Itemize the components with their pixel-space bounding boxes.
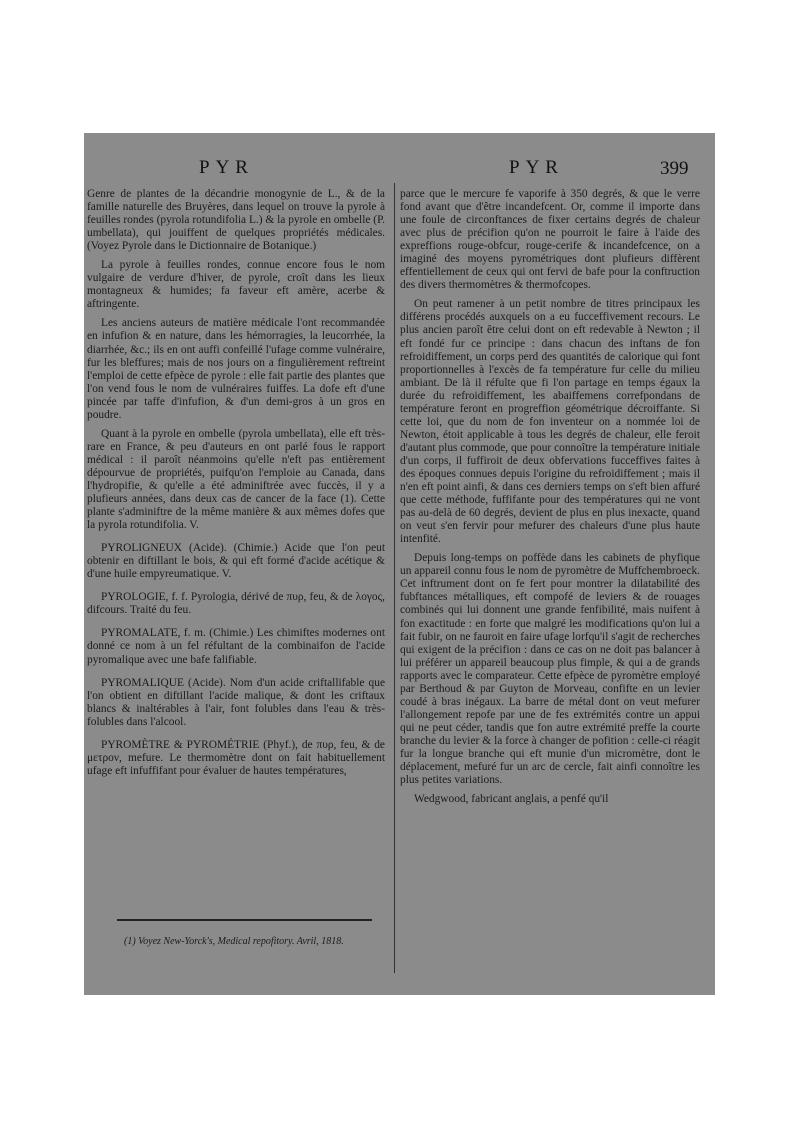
paragraph: Depuis long-temps on poffède dans les cabinets de phyfique un appareil connu fous le nom de pyromètre de Muffchembroeck. Cet inftrument dont on fe fert pour montrer la dilatabilité des fubftances métalliques, eft compofé de leviers & de rouages combinés qui lui donnent une grande fenfibilité, mais nuifent à fon exactitude : en forte que malgré les modifications qu'on lui a fait fubir, on ne fauroit en faire ufage lorfqu'il s'agit de recherches qui exigent de la précifion : dans ce cas on ne doit pas balancer à lui préférer un appareil beaucoup plus fimple, & qui a de grands rapports avec le comparateur. Cette efpèce de pyromètre employé par Berthoud & par Guyton de Morveau, confifte en un levier coudé à bras inégaux. La barre de métal dont on veut mefurer l'allongement repofe par une de fes extrémités contre un appui qui ne peut céder, tandis que fon autre extrémité preffe la courte branche du levier & la force à changer de pofition : celle-ci réagit fur la longue branche qui eft munie d'un micromètre, dont le déplacement, mefuré fur un arc de cercle, fait ainfi connoître les plus petites variations.: [400, 552, 700, 787]
paragraph: Les anciens auteurs de matière médicale l'ont recommandée en infufion & en nature, dans les hémorragies, la leucorrhée, la diarrhée, &c.; ils en ont auffi confeillé l'ufage comme vulnéraire, fur les bleffures; mais de nos jours on a fingulièrement reftreint l'emploi de cette efpèce de pyrole : elle fait partie des plantes que l'on vend fous le nom de vulnéraires fuiffes. La dofe eft d'une pincée par taffe d'infufion, & d'un demi-gros à un gros en poudre.: [87, 317, 385, 421]
column-divider: [394, 183, 395, 973]
dictionary-entry: PYROMALATE, f. m. (Chimie.) Les chimiftes modernes ont donné ce nom à un fel réfultant de la combinaifon de l'acide pyromalique avec une bafe falifiable.: [87, 627, 385, 666]
paragraph: Genre de plantes de la décandrie monogynie de L., & de la famille naturelle des Bruyères, dans lequel on trouve la pyrole à feuilles rondes (pyrola rotundifolia L.) & la pyrole en ombelle (P. umbellata), qui jouiffent de quelques propriétés médicales. (Voyez Pyrole dans le Dictionnaire de Botanique.): [87, 188, 385, 253]
footnote: (1) Voyez New-Yorck's, Medical repofitory. Avril, 1818.: [124, 936, 344, 947]
paragraph: Wedgwood, fabricant anglais, a penfé qu'il: [414, 793, 609, 806]
dictionary-entry: PYROMÈTRE & PYROMÉTRIE (Phyf.), de πυρ, feu, & de μετρον, mefure. Le thermomètre dont on fait habituellement ufage eft infuffifant pour évaluer de hautes températures,: [87, 738, 385, 777]
dictionary-entry: PYROMALIQUE (Acide). Nom d'un acide criftallifable que l'on obtient en diftillant l'acide malique, & dont les criftaux blancs & inaltérables à l'air, font folubles dans l'eau & très-folubles dans l'alcool.: [87, 676, 385, 728]
page-number: 399: [660, 158, 689, 179]
paragraph: parce que le mercure fe vaporife à 350 degrés, & que le verre fond avant que d'être incandefcent. Or, comme il importe dans une foule de circonftances de fixer certains degrés de chaleur avec plus de précifion qu'on ne pourroit le faire à l'aide des expreffions rouge-obfcur, rouge-cerife & incandefcence, on a imaginé des moyens pyrométriques dont plufieurs diffèrent effentiellement de ceux qui ont fervi de bafe pour la conftruction des divers thermomètres & thermofcopes.: [400, 188, 700, 292]
left-column: [87, 188, 385, 784]
scanned-page: [84, 133, 715, 995]
right-running-head: PYR: [509, 157, 564, 178]
paragraph: On peut ramener à un petit nombre de titres principaux les différens procédés auxquels on a eu fucceffivement recours. Le plus ancien paroît être celui dont on eft redevable à Newton ; il eft fondé fur ce principe : dans chacun des inftans de fon refroidiffement, un corps perd des quantités de calorique qui font proportionnelles à l'excès de fa température fur celle du milieu ambiant. De là il réfulte que fi l'on partage en temps égaux la durée du refroidiffement, les abaiffemens correfpondans de température feront en progreffion géométrique décroiffante. Si cette loi, que du nom de fon inventeur on a nommée loi de Newton, étoit applicable à tous les degrés de chaleur, elle feroit d'autant plus commode, que pour connoître la température initiale d'un corps, il fuffiroit de deux obfervations fucceffives faites à des époques connues depuis l'origine du refroidiffement ; mais il n'en eft point ainfi, & dans ces derniers temps on s'eft bien affuré que cette méthode, fuffifante pour des températures qui ne vont pas au-delà de 60 degrés, devient de plus en plus inexacte, quand on veut s'en fervir pour mefurer des chaleurs d'une plus haute intenfité.: [400, 298, 700, 546]
paragraph: La pyrole à feuilles rondes, connue encore fous le nom vulgaire de verdure d'hiver, de pyrole, croît dans les lieux montagneux & humides; fa faveur eft amère, acerbe & aftringente.: [87, 259, 385, 311]
right-column: [400, 188, 700, 812]
book-page: [84, 133, 715, 995]
dictionary-entry: PYROLIGNEUX (Acide). (Chimie.) Acide que l'on peut obtenir en diftillant le bois, & qui eft formé d'acide acétique & d'une huile empyreumatique. V.: [87, 542, 385, 581]
paragraph: Quant à la pyrole en ombelle (pyrola umbellata), elle eft très-rare en France, & peu d'auteurs en ont parlé fous le rapport médical : il paroît néanmoins qu'elle n'eft pas entièrement dépourvue de propriétés, puifqu'on l'emploie au Canada, dans l'hydropifie, & qu'elle a été adminiftrée avec fuccès, il y a plufieurs années, dans deux cas de cancer de la face (1). Cette plante s'adminiftre de la même manière & aux mêmes dofes que la pyrola rotundifolia. V.: [87, 427, 385, 532]
left-running-head: PYR: [199, 157, 254, 178]
dictionary-entry: PYROLOGIE, f. f. Pyrologia, dérivé de πυρ, feu, & de λογος, difcours. Traité du feu.: [87, 591, 385, 617]
footnote-rule: [117, 919, 372, 921]
